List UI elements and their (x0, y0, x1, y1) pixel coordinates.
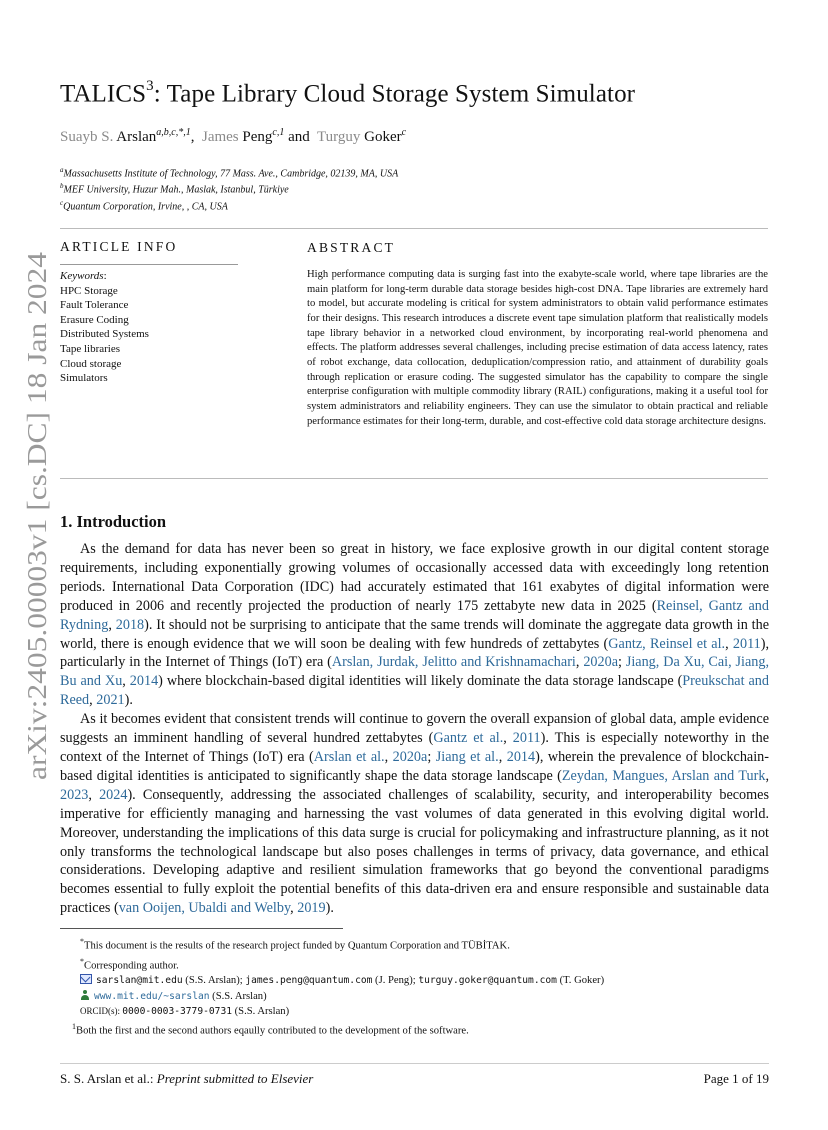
email-owner: (J. Peng); (372, 975, 419, 987)
keyword: HPC Storage (60, 284, 118, 297)
footnote-mark: 1 (72, 1022, 76, 1032)
footnote-equal-contribution (72, 1019, 780, 1039)
arxiv-identifier-stamp (14, 250, 54, 780)
citation-link[interactable]: Reinsel, Gantz and Rydning (60, 597, 769, 633)
body-text: As the demand for data has never been so great in history, we face explosive growth in our digital content storage requirements, including exponentially growing volumes of occasionally accessed data with exceedingly long retention periods. International Data Corporation (IDC) had accurately estimated that 161 exabytes of digital information were produced in 2006 and recently projected the production of nearly 175 zettabyte new data in 2025 ( (60, 541, 769, 614)
email-link[interactable]: turguy.goker@quantum.com (418, 975, 557, 987)
body-text: , (503, 730, 513, 747)
body-text: ; (427, 748, 436, 765)
orcid-owner: (S.S. Arslan) (232, 1005, 290, 1017)
body-text: ; (618, 654, 626, 671)
body-text: ), particularly in the Internet of Things (IoT) era ( (60, 635, 770, 671)
footnote-mark: * (80, 937, 84, 946)
abstract-heading: ABSTRACT (307, 240, 396, 255)
orcid-id: 0000-0003-3779-0731 (122, 1005, 232, 1017)
running-footer (60, 1071, 313, 1087)
body-text: , (89, 692, 97, 709)
footnote-text: This document is the results of the research project funded by Quantum Corporation and TÜBİTAK. (84, 940, 510, 952)
paragraph (60, 710, 769, 918)
affiliation (60, 166, 398, 179)
affiliation-text: Massachusetts Institute of Technology, 77 Mass. Ave., Cambridge, 02139, MA, USA (63, 168, 399, 180)
body-text: ). It should not be surprising to anticipate that the same trends will dominate the aggregate data growth in the world, there is enough evidence that we will soon be dealing with few hundreds of zettabytes ( (60, 616, 770, 652)
page-number: Page 1 of 19 (703, 1071, 769, 1086)
citation-link[interactable]: 2021 (96, 692, 125, 709)
footnote-funding (80, 934, 780, 954)
orcid-label: ORCID(s): (80, 1005, 123, 1016)
citation-link[interactable]: Zeydan, Mangues, Arslan and Turk (561, 767, 766, 784)
citation-link[interactable]: 2014 (506, 748, 536, 765)
footnote-homepage (80, 989, 780, 1004)
body-text: ). (325, 900, 334, 917)
author-first-name: Turguy (317, 129, 361, 145)
footnote-divider (60, 928, 343, 929)
person-icon (80, 990, 90, 1000)
section-heading-introduction: 1. Introduction (60, 512, 167, 531)
affiliation-mark: c (60, 199, 64, 207)
body-text: , (765, 767, 769, 784)
author-last-name: Arslan (116, 129, 157, 145)
footer-status: Preprint submitted to Elsevier (156, 1071, 314, 1086)
author-separator: , (190, 129, 195, 145)
body-text: , (122, 673, 130, 690)
keyword: Cloud storage (60, 357, 122, 370)
introduction-body (60, 540, 769, 918)
footnote-orcid (80, 1004, 780, 1019)
citation-link[interactable]: 2011 (512, 730, 541, 747)
citation-link[interactable]: Jiang et al. (435, 748, 499, 765)
title-main: TALICS (60, 80, 147, 108)
body-text: ). Consequently, addressing the associated challenges of scalability, security, and interoperability becomes imperative for efficiently managing and harnessing the vast volumes of data generated in this evolving digital world. Moreover, understanding the implications of this data surge is crucial for policymaking and infrastructure planning, as it not only transforms the technological landscape but also poses challenges in terms of privacy, data governance, and ethical considerations. Developing adaptive and resilient simulation frameworks that go beyond the conventional paradigms becomes essential to fully exploit the potential benefits of this data-driven era and ensure responsible and sustainable data practices ( (60, 786, 770, 917)
footnote-text: Both the first and the second authors eqaully contributed to the development of the software. (76, 1025, 469, 1037)
author-last-name: Peng (242, 129, 273, 145)
footnote-text: Corresponding author. (84, 960, 179, 972)
body-text: , (384, 748, 393, 765)
keyword: Distributed Systems (60, 328, 149, 341)
divider (60, 264, 238, 265)
citation-link[interactable]: 2020a (392, 748, 428, 765)
keywords-label: Keywords (60, 270, 104, 282)
keyword: Erasure Coding (60, 313, 129, 326)
title-rest: : Tape Library Cloud Storage System Simulator (153, 80, 636, 108)
citation-link[interactable]: 2020a (583, 654, 618, 671)
author-last-name: Goker (364, 129, 402, 145)
body-text: , (725, 635, 733, 652)
citation-link[interactable]: Gantz, Reinsel et al. (608, 635, 726, 652)
envelope-icon (80, 974, 92, 984)
citation-link[interactable]: 2014 (129, 673, 159, 690)
citation-link[interactable]: Jiang, Da Xu, Cai, Jiang, Bu and Xu (60, 654, 770, 690)
footnote-corresponding (80, 954, 780, 974)
citation-link[interactable]: 2023 (60, 786, 89, 803)
footer-divider (60, 1063, 769, 1064)
abstract-text: High performance computing data is surging fast into the exabyte-scale world, where tape libraries are the main platform for long-term durable data storage besides high-cost DNA. Tape libraries are extremely hard to model, but accurate modeling is critical for system administrators to obtain valid performance estimates for their designs. This research introduces a discrete event tape simulation platform that realistically models tape library behavior in a networked cloud environment, by incorporating real-world phenomena and effects. The platform addresses several challenges, including precise estimation of data access latency, rates of robot exchange, data collocation, deduplication/compression ratio, and attainment of durability goals through replication or erasure coding. The suggested simulator has the capability to compare the single enterprise configuration with multiple commodity library (RAIL) configurations, making it a useful tool for system administrators and reliability engineers. They can use the simulator to obtain practical and reliable performance estimates for their long-term, durable, and cost-effective cold data storage architecture designs. (307, 269, 768, 427)
citation-link[interactable]: Arslan, Jurdak, Jelitto and Krishnamachari (331, 654, 576, 671)
citation-link[interactable]: Preukschat and Reed (60, 673, 769, 709)
affiliation-text: Quantum Corporation, Irvine, , CA, USA (63, 201, 228, 213)
homepage-link[interactable]: www.mit.edu/~sarslan (94, 990, 210, 1002)
citation-link[interactable]: 2018 (115, 616, 145, 633)
divider (60, 478, 768, 479)
email-owner: (S.S. Arslan); (182, 975, 246, 987)
body-text: , (498, 748, 507, 765)
paper-title (60, 80, 635, 108)
footer-authors: S. S. Arslan et al.: (60, 1071, 157, 1086)
affiliation-mark: b (60, 182, 64, 190)
affiliation (60, 199, 228, 212)
citation-link[interactable]: 2019 (297, 900, 326, 917)
citation-link[interactable]: Arslan et al. (313, 748, 385, 765)
body-text: ). This is especially noteworthy in the context of the Internet of Things (IoT) era ( (60, 730, 770, 765)
body-text: ) where blockchain-based digital identities will likely dominate the data storage landscape ( (158, 673, 683, 690)
affiliation-text: MEF University, Huzur Mah., Maslak, Istanbul, Türkiye (63, 184, 289, 196)
keyword: Simulators (60, 372, 108, 385)
affiliation (60, 182, 289, 195)
title-superscript: 3 (146, 78, 154, 94)
citation-link[interactable]: 2024 (99, 786, 128, 803)
body-text: , (88, 786, 100, 803)
footnote-mark: * (80, 956, 84, 966)
paragraph (60, 540, 769, 710)
author-affiliation-marks: c,1 (272, 127, 285, 138)
keyword: Fault Tolerance (60, 299, 129, 312)
body-text: , (575, 654, 584, 671)
body-text: , (290, 900, 298, 917)
email-owner: (T. Goker) (556, 975, 605, 987)
email-link[interactable]: sarslan@mit.edu (96, 975, 183, 987)
citation-link[interactable]: van Ooijen, Ubaldi and Welby (118, 900, 291, 917)
article-info-heading: ARTICLE INFO (60, 239, 178, 254)
body-text: , (108, 616, 116, 633)
citation-link[interactable]: Gantz et al. (433, 730, 504, 747)
keywords-block: Keywords: HPC Storage Fault Tolerance Erasure Coding Distributed Systems Tape libraries Cloud storage Simulators (60, 269, 280, 386)
author-affiliation-marks: c (401, 127, 407, 138)
body-text: As it becomes evident that consistent trends will continue to govern the overall expansion of global data, ample evidence suggests an imminent handling of several hundred zettabytes ( (60, 711, 769, 747)
arxiv-stamp-text: arXiv:2405.00003v1 [cs.DC] 18 Jan 2024 (22, 327, 52, 780)
footnote-emails (80, 973, 780, 988)
citation-link[interactable]: 2011 (732, 635, 761, 652)
email-link[interactable]: james.peng@quantum.com (245, 975, 373, 987)
author-and: and (288, 129, 310, 145)
author-first-name: James (201, 129, 239, 145)
footnotes (72, 934, 780, 1039)
divider (60, 228, 768, 229)
keyword: Tape libraries (60, 342, 121, 355)
author-list (60, 127, 406, 146)
body-text: ), wherein the prevalence of blockchain-based digital identities is anticipated to significantly shape the data storage landscape ( (60, 748, 769, 784)
affiliation-mark: a (60, 166, 64, 174)
author-affiliation-marks: a,b,c,*,1 (156, 127, 191, 138)
homepage-owner: (S.S. Arslan) (209, 990, 267, 1002)
author-first-name: Suayb S. (60, 129, 114, 145)
body-text: ). (124, 692, 133, 709)
